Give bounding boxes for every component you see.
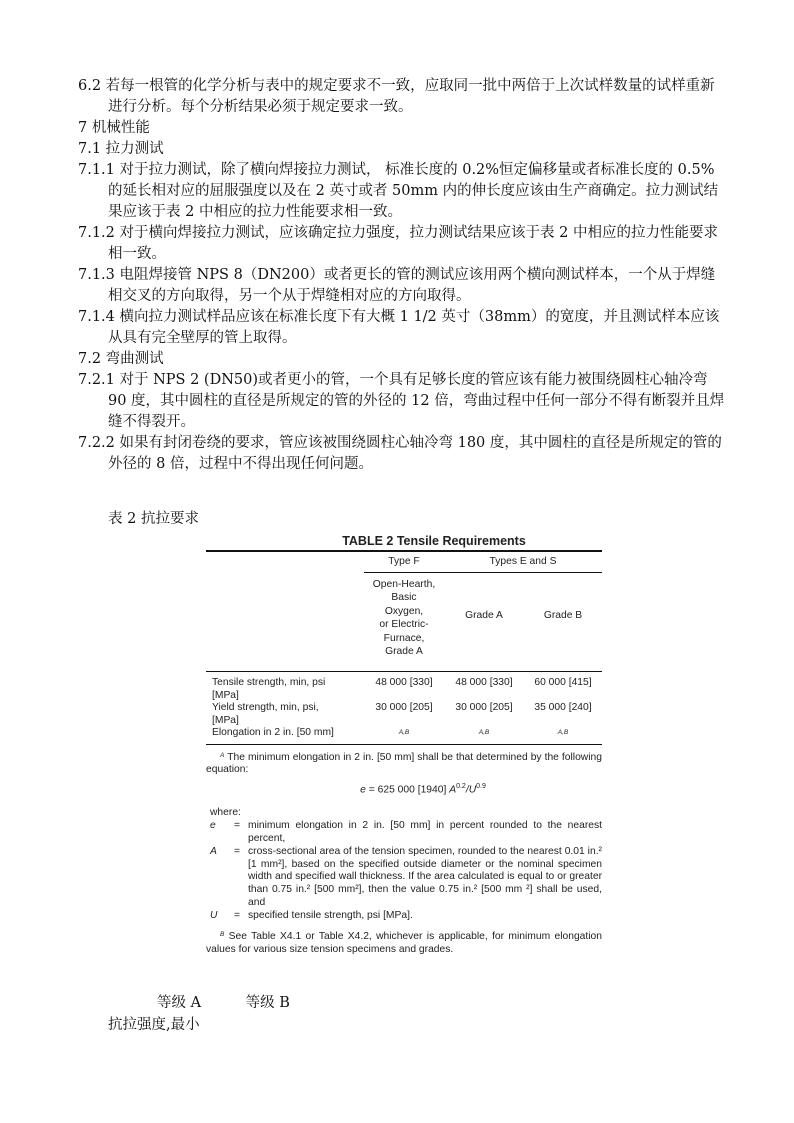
col-grade-b: Grade B	[543, 610, 583, 622]
header-group-row	[206, 552, 602, 572]
table-body	[206, 672, 602, 744]
header-column-row	[206, 573, 602, 671]
tensile-strength-min-label: 抗拉强度,最小	[108, 1017, 200, 1033]
grade-b-label: 等级 B	[245, 995, 290, 1011]
section-7-1-1: 7.1.1 对于拉力测试，除了横向焊接拉力测试， 标准长度的 0.2%恒定偏移量或者标准长度的 0.5%的延长相对应的屈服强度以及在 2 英寸或者 50mm 内的伸长度应该由生产商确定。拉力测试结果应该于表 2 中相应的拉力性能要求相一致。	[78, 162, 719, 220]
footnote-ref: A,B	[478, 729, 490, 736]
heading-mechanical-properties: 7 机械性能	[78, 120, 150, 136]
table-row-tensile: Tensile strength, min, psi 48 000 [330] 48 000 [330] 60 000 [415]	[212, 677, 592, 688]
grade-header-labels	[157, 993, 290, 1014]
section-6-2: 6.2 若每一根管的化学分析与表中的规定要求不一致，应取同一批中两倍于上次试样数量的试样重新进行分析。每个分析结果必须于规定要求一致。	[78, 78, 715, 115]
table-row-yield-unit: [MPa]	[212, 714, 239, 726]
definition-e: e = minimum elongation in 2 in. [50 mm] in percent rounded to the nearest percent,	[210, 820, 602, 844]
where-label: where:	[210, 807, 241, 819]
section-7-1-3: 7.1.3 电阻焊接管 NPS 8（DN200）或者更长的管的测试应该用两个横向测试样本，一个从于焊缝相交叉的方向取得，另一个从于焊缝相对应的方向取得。	[78, 267, 716, 304]
footnote-ref: A,B	[557, 729, 569, 736]
footnote-ref: A,B	[398, 729, 410, 736]
section-7-1-2: 7.1.2 对于横向焊接拉力测试，应该确定拉力强度，拉力测试结果应该于表 2 中相应的拉力性能要求相一致。	[78, 225, 718, 262]
heading-bend-test: 7.2 弯曲测试	[78, 351, 164, 367]
table-caption: 表 2 抗拉要求	[108, 511, 199, 527]
footnote-b: $^B$ See Table X4.1 or Table X4.2, whichever is applicable, for minimum elongation values for various size tension specimens and grades.	[206, 931, 602, 956]
section-7-2-2: 7.2.2 如果有封闭卷绕的要求，管应该被围绕圆柱心轴冷弯 180 度，其中圆柱的直径是所规定的管的外径的 8 倍，过程中不得出现任何问题。	[78, 435, 722, 472]
table-row-tensile-unit: [MPa]	[212, 689, 239, 701]
table-row-yield: Yield strength, min, psi, 30 000 [205] 30 000 [205] 35 000 [240]	[212, 702, 592, 713]
tensile-requirements-table	[206, 532, 602, 957]
table-row-elongation: Elongation in 2 in. [50 mm] $^{A,B}$ $^{A,B}$ $^{A,B}$	[212, 727, 569, 738]
col-grade-a: Grade A	[465, 610, 503, 622]
table-title: TABLE 2 Tensile Requirements	[342, 534, 526, 548]
grade-a-label: 等级 A	[157, 995, 202, 1011]
heading-tension-test: 7.1 拉力测试	[78, 141, 164, 157]
header-types-e-s: Types E and S	[489, 556, 557, 567]
section-7-1-4: 7.1.4 横向拉力测试样品应该在标准长度下有大概 1 1/2 英寸（38mm）的宽度，并且测试样本应该从具有完全壁厚的管上取得。	[78, 309, 720, 346]
elongation-equation: e = 625 000 [1940] $A^{0.2}/U^{0.9}$	[360, 783, 486, 796]
section-7-2-1: 7.2.1 对于 NPS 2 (DN50)或者更小的管，一个具有足够长度的管应该有能力被围绕圆柱心轴冷弯 90 度，其中圆柱的直径是所规定的管的外径的 12 倍，弯曲过程中任何一部分不得有断裂并且焊缝不得裂开。	[78, 372, 725, 430]
col-open-hearth: Open-Hearth, Basic Oxygen, or Electric- Furnace, Grade A	[372, 578, 436, 657]
header-type-f: Type F	[388, 556, 420, 567]
document-body	[78, 76, 728, 475]
footnote-a: $^A$ The minimum elongation in 2 in. [50 mm] shall be that determined by the following equation:	[206, 751, 602, 776]
table-notes	[206, 745, 602, 958]
definition-a: A = cross-sectional area of the tension specimen, rounded to the nearest 0.01 in.² [1 mm²], based on the specified outside diameter or the nominal specimen width and specified wall thickness. If the area calculated is equal to or greater than 0.75 in.² [500 mm²], then the value 0.75 in.² [500 mm ²] shall be used, and	[210, 845, 602, 908]
definition-u: U = specified tensile strength, psi [MPa].	[210, 909, 413, 921]
